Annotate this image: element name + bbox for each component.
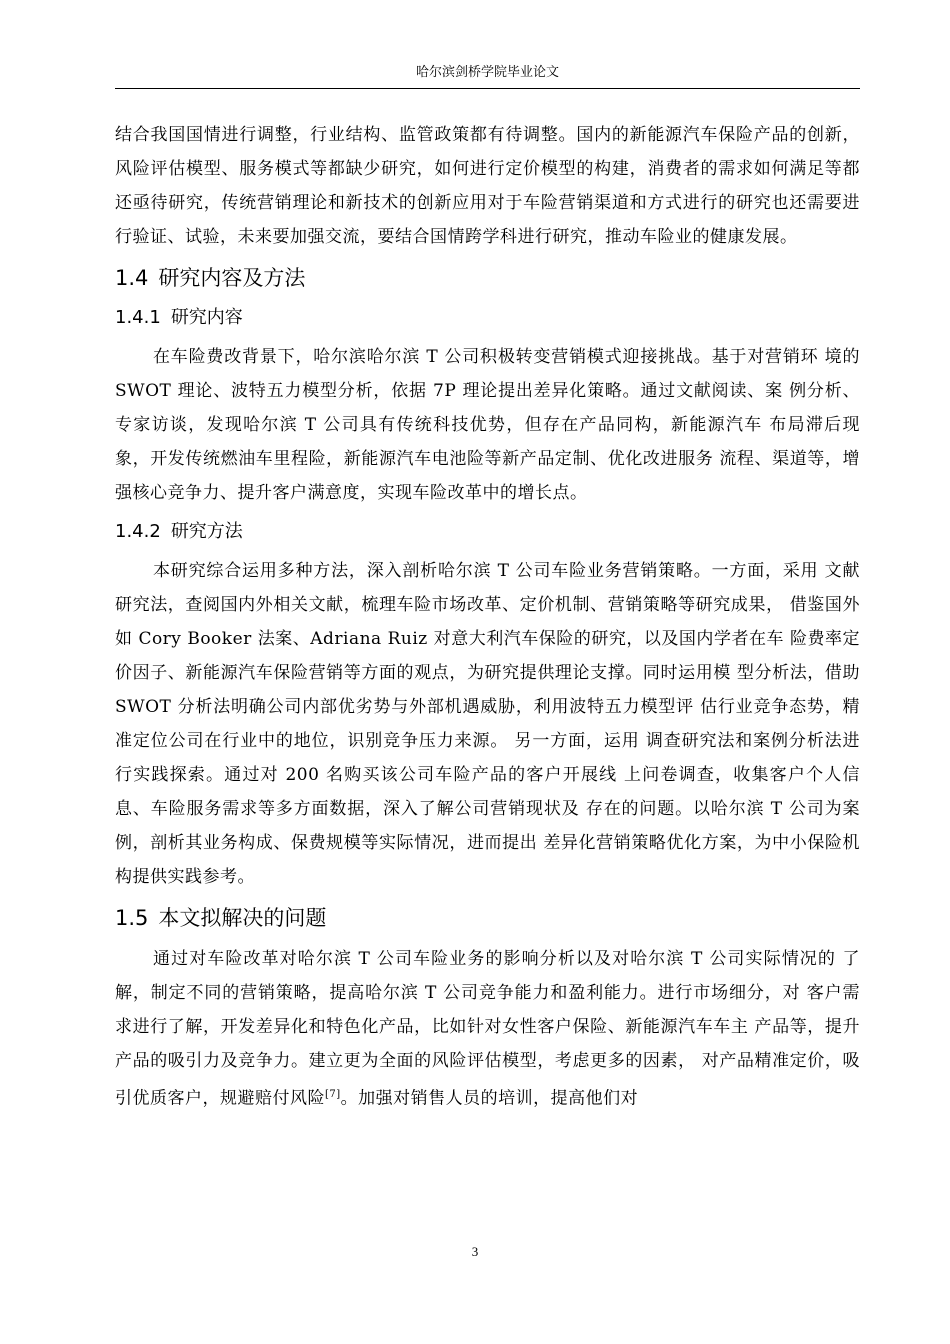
- section-title: 研究内容及方法: [158, 266, 306, 290]
- subsection-title: 研究方法: [170, 521, 243, 542]
- section-number: 1.4: [115, 266, 149, 290]
- section-title: 本文拟解决的问题: [158, 906, 327, 930]
- paragraph-research-methods: 本研究综合运用多种方法，深入剖析哈尔滨 T 公司车险业务营销策略。一方面，采用 文献研究法，查阅国内外相关文献，梳理车险市场改革、定价机制、营销策略等研究成果， 借鉴国外如 Cory Booker 法案、Adriana Ruiz 对意大利汽车保险的研究，以及国内学者在车 险费率定价因子、新能源汽车保险营销等方面的观点，为研究提供理论支撑。同时运用模 型分析法，借助 SWOT 分析法明确公司内部优劣势与外部机遇威胁，利用波特五力模型评 估行业竞争态势，精准定位公司在行业中的地位，识别竞争压力来源。 另一方面，运用 调查研究法和案例分析法进行实践探索。通过对 200 名购买该公司车险产品的客户开展线 上问卷调查，收集客户个人信息、车险服务需求等多方面数据，深入了解公司营销现状及 存在的问题。以哈尔滨 T 公司为案例，剖析其业务构成、保费规模等实际情况，进而提出 差异化营销策略优化方案，为中小保险机构提供实践参考。: [115, 561, 860, 887]
- subsection-number: 1.4.1: [115, 307, 161, 328]
- paragraph-text-continued: 。加强对销售人员的培训，提高他们对: [340, 1088, 639, 1109]
- paragraph-research-content: 在车险费改背景下，哈尔滨哈尔滨 T 公司积极转变营销模式迎接挑战。基于对营销环 境的 SWOT 理论、波特五力模型分析，依据 7P 理论提出差异化策略。通过文献阅读、案 例分析、专家访谈，发现哈尔滨 T 公司具有传统科技优势，但存在产品同构，新能源汽车 布局滞后现象，开发传统燃油车里程险，新能源汽车电池险等新产品定制、优化改进服务 流程、渠道等，增强核心竞争力、提升客户满意度，实现车险改革中的增长点。: [115, 347, 860, 503]
- subsection-title: 研究内容: [170, 307, 243, 328]
- section-heading-1-4: [115, 260, 860, 296]
- page-footer: [0, 1244, 950, 1260]
- paragraph-text: 通过对车险改革对哈尔滨 T 公司车险业务的影响分析以及对哈尔滨 T 公司实际情况的 了解，制定不同的营销策略，提高哈尔滨 T 公司竞争能力和盈利能力。进行市场细分，对 客户需求进行了解，开发差异化和特色化产品，比如针对女性客户保险、新能源汽车车主 产品等，提升产品的吸引力及竞争力。建立更为全面的风险评估模型，考虑更多的因素， 对产品精准定价，吸引优质客户，规避赔付风险: [115, 949, 860, 1109]
- subsection-number: 1.4.2: [115, 521, 161, 542]
- header-title: 哈尔滨剑桥学院毕业论文: [415, 65, 559, 80]
- citation-reference: [7]: [325, 1089, 341, 1100]
- section-heading-1-5: [115, 900, 860, 936]
- subsection-heading-1-4-2: [115, 516, 860, 548]
- paragraph-intro: 结合我国国情进行调整，行业结构、监管政策都有待调整。国内的新能源汽车保险产品的创新，风险评估模型、服务模式等都缺少研究，如何进行定价模型的构建，消费者的需求如何满足等都还亟待研究，传统营销理论和新技术的创新应用对于车险营销渠道和方式进行的研究也还需要进行验证、试验，未来要加强交流，要结合国情跨学科进行研究，推动车险业的健康发展。: [115, 125, 860, 247]
- paragraph-problems: [115, 942, 860, 1116]
- page-number: 3: [471, 1244, 479, 1259]
- subsection-heading-1-4-1: [115, 302, 860, 334]
- section-number: 1.5: [115, 906, 149, 930]
- page-content: [115, 118, 860, 1116]
- page-header: [115, 58, 860, 89]
